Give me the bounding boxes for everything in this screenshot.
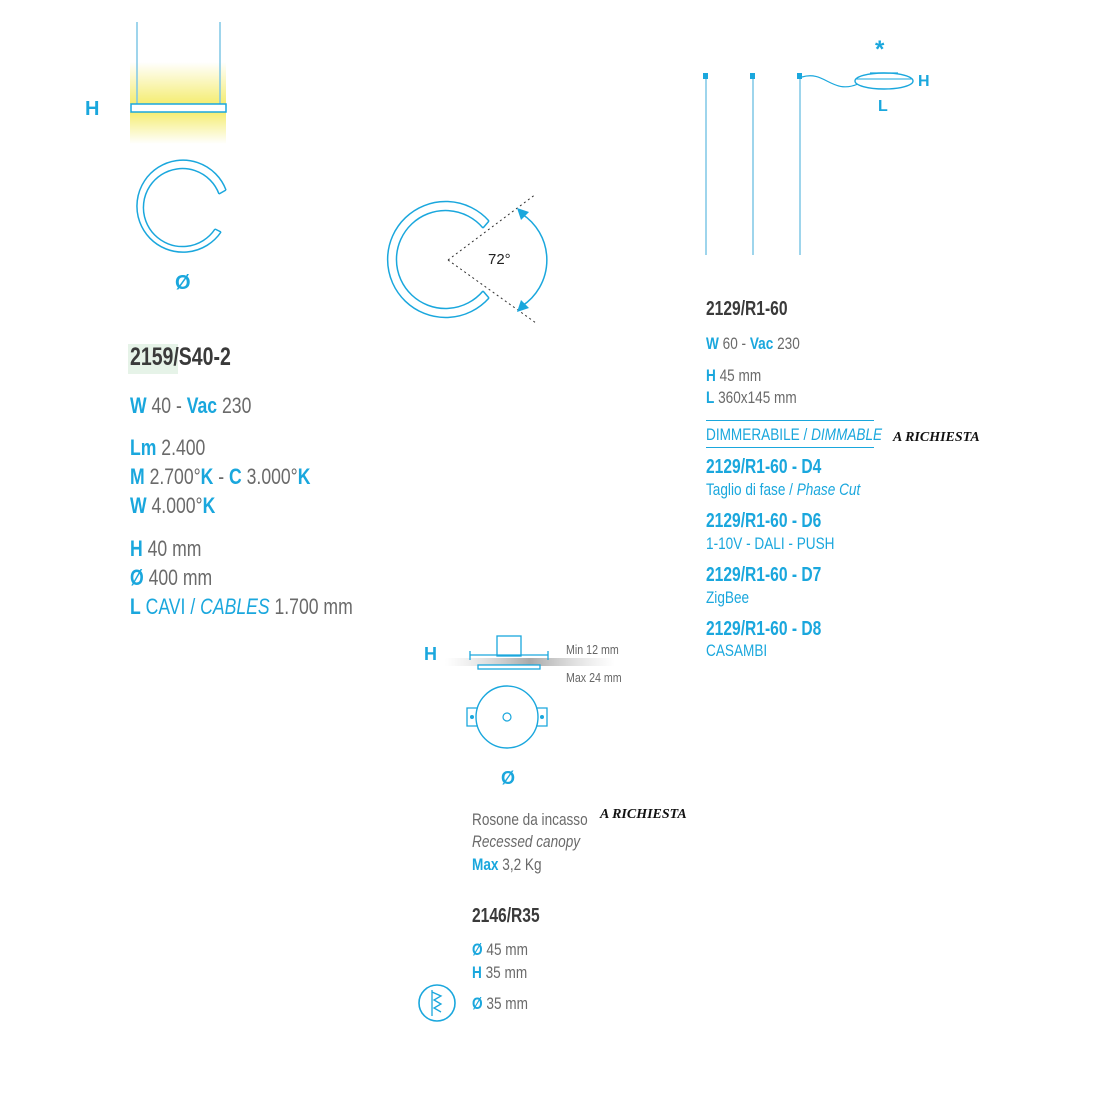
variant-d4-desc-en: Phase Cut — [796, 480, 861, 499]
pendant-d-value: 400 mm — [148, 565, 213, 590]
canopy-dim-diameter: Ø — [501, 768, 516, 788]
canopy-max: Max 24 mm — [566, 670, 622, 685]
pendant-dim-h: H — [85, 98, 100, 120]
variant-d7-desc: ZigBee — [706, 588, 750, 607]
pendant-code-main: 2159 — [130, 343, 174, 371]
variant-d4-code: 2129/R1-60 - D4 — [706, 456, 822, 478]
canopy-code: 2146/R35 — [472, 905, 540, 927]
variant-d8-code: 2129/R1-60 - D8 — [706, 618, 822, 640]
driver-h-value: 45 mm — [719, 366, 762, 385]
driver-l-label: L — [706, 388, 715, 407]
pendant-w2-value: 4.000° — [151, 493, 203, 518]
pendant-w2-label: W — [130, 493, 147, 518]
driver-dim-h: H — [918, 73, 930, 90]
hole-saw-icon — [419, 985, 455, 1021]
driver-dim-l: L — [878, 98, 888, 115]
canopy-h-value: 35 mm — [485, 963, 528, 982]
pendant-code-suffix: /S40-2 — [173, 343, 231, 371]
pendant-w-value: 40 - — [151, 393, 182, 418]
pendant-l-label: L — [130, 594, 141, 619]
driver-l-value: 360x145 mm — [718, 388, 797, 407]
pendant-vac-value: 230 — [222, 393, 252, 418]
canopy-hole-line — [472, 994, 528, 1014]
pendant-c-value: 3.000° — [246, 464, 298, 489]
canopy-diameter-line — [472, 940, 528, 960]
pendant-lm-value: 2.400 — [161, 435, 206, 460]
dimmable-en: DIMMABLE — [811, 425, 883, 444]
angle-value: 72° — [488, 251, 511, 268]
pendant-lm-label: Lm — [130, 435, 157, 460]
canopy-max-label: Max — [472, 855, 499, 874]
variant-d7-code: 2129/R1-60 - D7 — [706, 564, 822, 586]
canopy-d2-label: Ø — [472, 994, 483, 1013]
pendant-h-value: 40 mm — [147, 536, 202, 561]
canopy-on-request: A RICHIESTA — [600, 807, 687, 822]
variant-d6-code: 2129/R1-60 - D6 — [706, 510, 822, 532]
pendant-l-cables: CABLES — [200, 594, 270, 619]
pendant-w2-k: K — [202, 493, 216, 518]
pendant-l-value: 1.700 mm — [274, 594, 353, 619]
canopy-center-hole — [503, 713, 511, 721]
pendant-d-label: Ø — [130, 565, 144, 590]
canopy-max-load — [472, 855, 542, 875]
canopy-height-line — [472, 963, 527, 983]
canopy-title-it: Rosone da incasso — [472, 810, 588, 829]
pendant-l-cavi: CAVI / — [145, 594, 196, 619]
canopy-d-label: Ø — [472, 940, 483, 959]
pendant-w-label: W — [130, 393, 147, 418]
driver-code: 2129/R1-60 — [706, 298, 788, 320]
canopy-d-value: 45 mm — [486, 940, 528, 959]
canopy-h-label: H — [472, 963, 482, 982]
pendant-dim-diameter: Ø — [175, 272, 191, 294]
canopy-box — [497, 636, 521, 656]
pendant-c-k: K — [297, 464, 311, 489]
driver-h-label: H — [706, 366, 716, 385]
pendant-vac-label: Vac — [186, 393, 218, 418]
driver-vac-value: 230 — [777, 334, 800, 353]
pendant-h-label: H — [130, 536, 143, 561]
canopy-d2-value: 35 mm — [486, 994, 528, 1013]
pendant-m-value: 2.700° — [149, 464, 201, 489]
canopy-plate — [478, 665, 540, 669]
canopy-min: Min 12 mm — [566, 642, 619, 657]
driver-vac-label: Vac — [749, 334, 774, 353]
driver-w-label: W — [706, 334, 719, 353]
pendant-m-label: M — [130, 464, 145, 489]
driver-asterisk: * — [875, 36, 885, 63]
driver-w-value: 60 - — [722, 334, 747, 353]
pendant-m-sep: - — [218, 464, 225, 489]
canopy-dim-h: H — [424, 644, 437, 664]
variant-d4-desc-it: Taglio di fase / — [706, 480, 793, 499]
pendant-c-label: C — [229, 464, 242, 489]
dimmable-it: DIMMERABILE / — [706, 425, 808, 444]
driver-on-request: A RICHIESTA — [893, 430, 980, 445]
pendant-m-k: K — [200, 464, 214, 489]
canopy-max-value: 3,2 Kg — [502, 855, 542, 874]
canopy-title-en: Recessed canopy — [472, 832, 581, 851]
variant-d6-desc: 1-10V - DALI - PUSH — [706, 534, 835, 553]
variant-d8-desc: CASAMBI — [706, 641, 768, 660]
